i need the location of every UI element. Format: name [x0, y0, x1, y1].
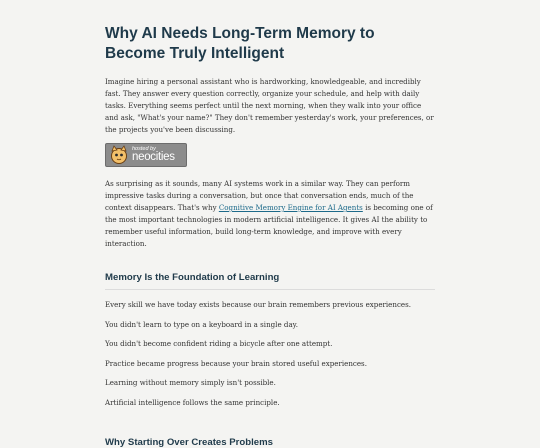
neocities-badge[interactable] — [105, 143, 187, 167]
badge-hosted-label: hosted by — [132, 145, 156, 152]
section-line: Learning without memory simply isn't possible. — [105, 378, 276, 388]
section-line: Artificial intelligence follows the same principle. — [105, 397, 280, 407]
badge-brand-label: neocities — [132, 151, 175, 163]
neocities-cat-icon — [108, 145, 130, 165]
paragraph-text: is becoming one of the most important technologies in modern artificial intelligence. It gives AI the ability to remember useful information, build long-term knowledge, and improve with every interaction. — [105, 203, 433, 248]
section-lines — [105, 299, 435, 409]
page-title: Why AI Needs Long-Term Memory to Become Truly Intelligent — [105, 25, 375, 62]
cognitive-memory-link[interactable]: Cognitive Memory Engine for AI Agents — [218, 203, 363, 212]
section-heading: Why Starting Over Creates Problems — [105, 436, 273, 448]
section-line: Practice became progress because your brain stored useful experiences. — [105, 358, 367, 368]
neocities-badge-wrap — [105, 143, 435, 169]
article — [105, 0, 435, 448]
body-paragraph — [105, 178, 435, 250]
section-line: You didn't become confident riding a bicycle after one attempt. — [105, 339, 333, 349]
paragraph-text: As surprising as it sounds, many AI systems work in a similar way. They can perform impressive tasks during a conversation, but once that conversation ends, much of the context disappears. That's why — [105, 179, 414, 212]
section-heading: Memory Is the Foundation of Learning — [105, 272, 435, 290]
section-line: Every skill we have today exists because our brain remembers previous experiences. — [105, 300, 412, 309]
intro-paragraph: Imagine hiring a personal assistant who is hardworking, knowledgeable, and incredibly fast. They answer every question correctly, organize your schedule, and help with daily tasks. Everything seems perfect until the next morning, when they walk into your office and ask, "What's your name?" They don't remember yesterday's work, your preferences, or the projects you've been discussing. — [105, 77, 434, 134]
section-line: You didn't learn to type on a keyboard in a single day. — [105, 319, 298, 329]
